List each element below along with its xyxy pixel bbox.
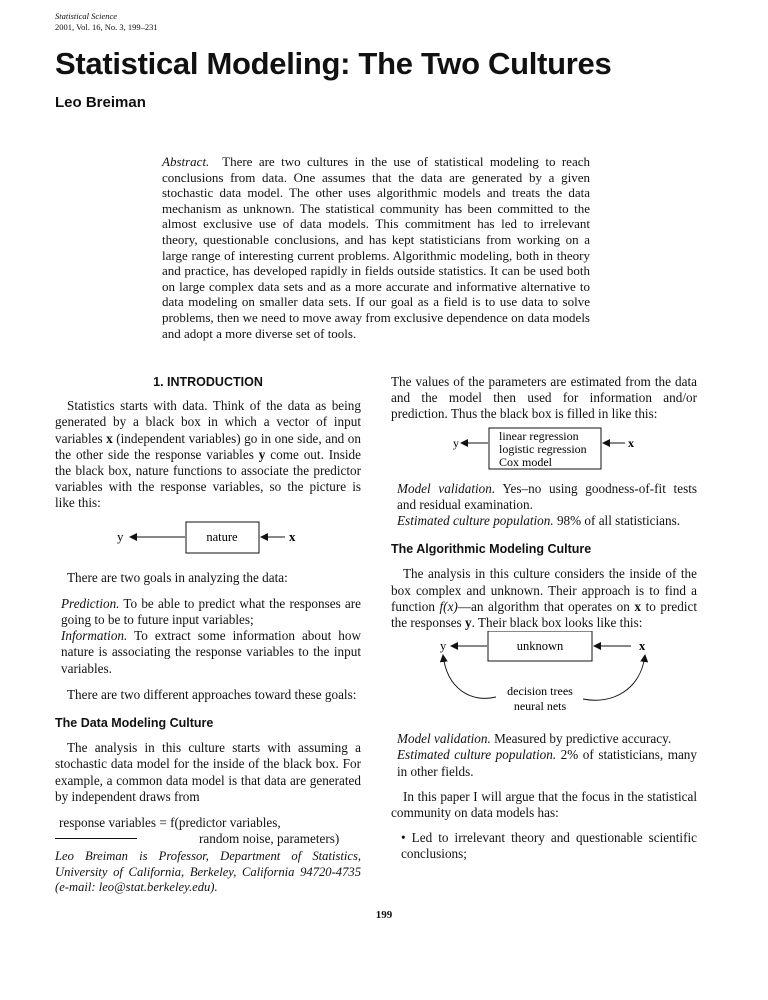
diagram3-x-label: x — [639, 639, 646, 654]
intro-paragraph-3: There are two different approaches toward these goals: — [67, 686, 357, 702]
model-validation-1: Model validation. Yes–no using goodness-of-fit tests and residual examination. — [397, 480, 697, 512]
abstract-label: Abstract. — [162, 154, 210, 169]
model-line-2: logistic regression — [499, 441, 587, 456]
subsection-data-modeling: The Data Modeling Culture — [55, 716, 214, 731]
diagram-algorithmic — [391, 631, 697, 729]
diagram-nature — [55, 512, 361, 558]
abstract — [162, 154, 590, 341]
bullet-item-1: • Led to irrelevant theory and questionable scientific conclusions; — [401, 830, 697, 862]
diagram2-y-label: y — [453, 435, 459, 450]
subsection-algorithmic: The Algorithmic Modeling Culture — [391, 542, 592, 557]
model-line-3: Cox model — [499, 454, 552, 469]
right-paragraph-1: The values of the parameters are estimated from the data and the model then used for information and/or prediction. Thus the black box is filled in like this: — [391, 374, 697, 422]
culture-population-2: Estimated culture population. 2% of statisticians, many in other fields. — [397, 747, 697, 779]
paper-title: Statistical Modeling: The Two Cultures — [55, 46, 612, 81]
model-line-1: linear regression — [499, 428, 579, 443]
intro-paragraph-2: There are two goals in analyzing the data: — [67, 569, 288, 585]
equation — [59, 815, 361, 847]
diagram-box-label: nature — [206, 529, 238, 544]
diagram3-y-label: y — [440, 639, 447, 654]
footnote-rule — [55, 838, 137, 839]
diagram3-below-1: decision trees — [507, 684, 573, 699]
diagram3-below-2: neural nets — [513, 699, 567, 714]
prediction-item: Prediction. To be able to predict what the responses are going to be to future input variables; — [61, 595, 361, 628]
page-number: 199 — [375, 909, 393, 921]
author-footnote: Leo Breiman is Professor, Department of Statistics, University of California, Berkeley, California 94720-4735 (e-mail: leo@stat.berkeley.edu). — [55, 849, 361, 895]
section-heading-introduction: 1. INTRODUCTION — [153, 375, 263, 389]
information-item: Information. To extract some information about how nature is associating the response variables to the input variables. — [61, 628, 361, 676]
right-column — [391, 374, 697, 863]
journal-name: Statistical Science — [55, 11, 118, 21]
right-paragraph-3: In this paper I will argue that the focus in the statistical community on data models has: — [391, 788, 697, 821]
algorithmic-paragraph: The analysis in this culture considers the inside of the box complex and unknown. Their approach is to find a function f(x)—an algorithm that operates on x to predict the responses y. Their black box looks like this: — [391, 566, 697, 631]
left-column — [55, 374, 361, 847]
curve-arrow-right — [583, 655, 645, 700]
journal-header — [55, 11, 158, 33]
data-modeling-paragraph: The analysis in this culture starts with assuming a stochastic data model for the inside of the black box. For example, a common data model is that data are generated by independent draws from — [55, 740, 361, 804]
intro-paragraph-1: Statistics starts with data. Think of the data as being generated by a black box in which a vector of input variables x (independent variables) go in one side, and on the other side the response variables y come out. Inside the black box, nature functions to associate the predictor variables with the response variables, so the picture is like this: — [55, 398, 361, 511]
diagram2-x-label: x — [628, 435, 634, 450]
diagram-data-models — [391, 423, 697, 477]
culture-population-1: Estimated culture population. 98% of all statisticians. — [397, 513, 681, 529]
diagram-y-label: y — [117, 528, 124, 544]
diagram-x-label: x — [289, 528, 296, 544]
paper-author: Leo Breiman — [55, 94, 146, 111]
journal-issue: 2001, Vol. 16, No. 3, 199–231 — [55, 22, 158, 32]
equation-line-2: random noise, parameters) — [199, 831, 340, 847]
model-validation-2: Model validation. Measured by predictive accuracy. — [397, 731, 672, 747]
diagram3-box-label: unknown — [516, 639, 564, 654]
abstract-text: There are two cultures in the use of statistical modeling to reach conclusions from data. One assumes that the data are generated by a given stochastic data model. The other uses algorithmic models and treats the data mechanism as unknown. The statistical community has been committed to the almost exclusive use of data models. This commitment has led to irrelevant theory, questionable conclusions, and has kept statisticians from working on a large range of interesting current problems. Algorithmic modeling, both in theory and practice, has developed rapidly in fields outside statistics. It can be used both on large complex data sets and as a more accurate and informative alternative to data modeling on smaller data sets. If our goal as a field is to use data to solve problems, then we need to move away from exclusive dependence on data models and adopt a more diverse set of tools. — [162, 154, 590, 341]
curve-arrow-left — [443, 655, 496, 698]
equation-line-1: response variables = f(predictor variables, — [59, 815, 281, 831]
